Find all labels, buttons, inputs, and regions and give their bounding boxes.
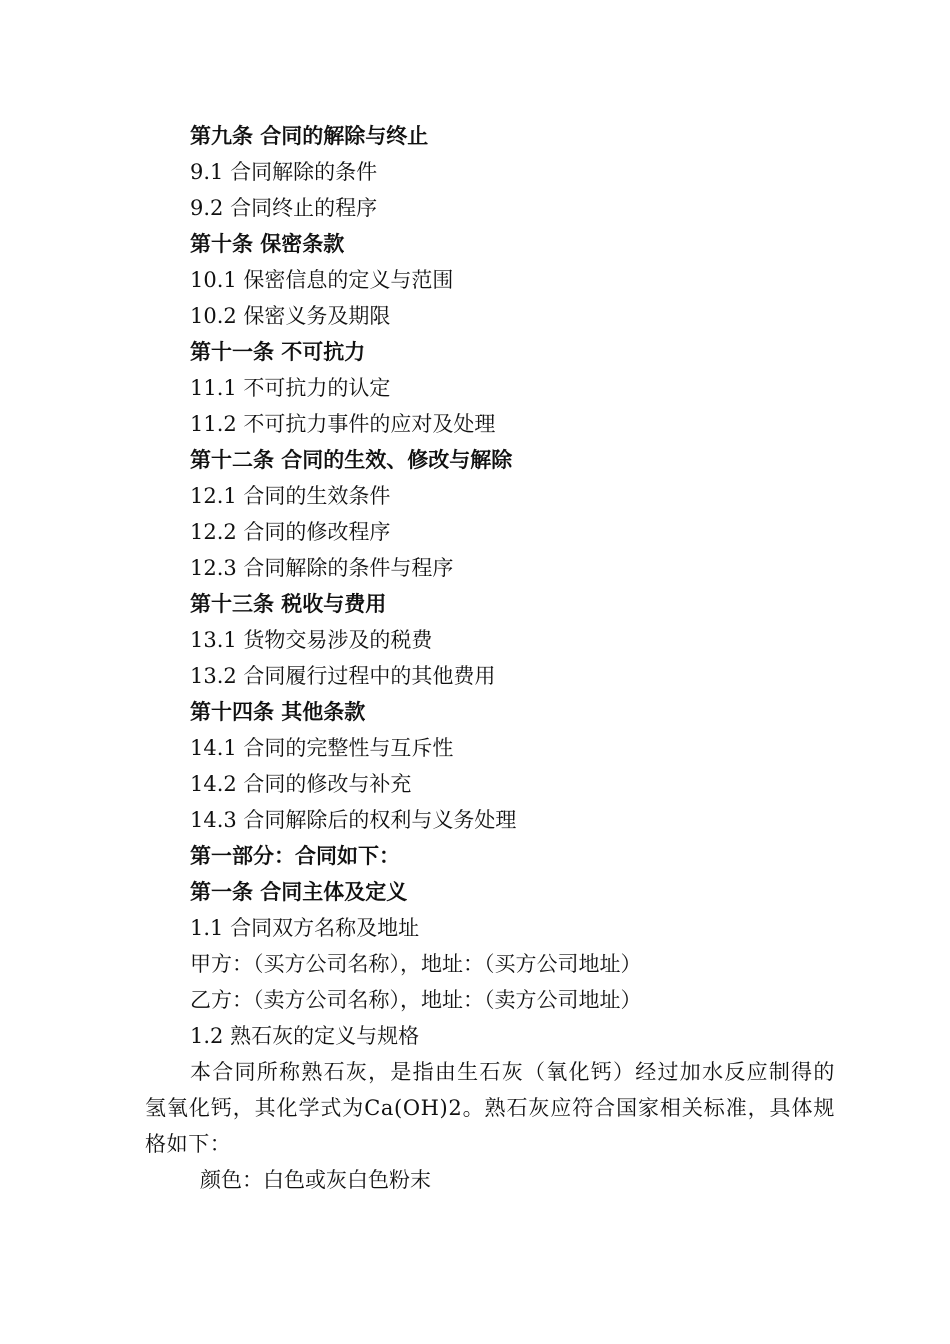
article-11-heading: 第十一条 不可抗力 [190,340,366,364]
article-14-heading: 第十四条 其他条款 [190,700,366,724]
clause-13-1: 13.1 货物交易涉及的税费 [190,628,433,652]
party-b-line: 乙方：（卖方公司名称），地址：（卖方公司地址） [190,988,642,1012]
article-13-heading: 第十三条 税收与费用 [190,592,387,616]
clause-14-1: 14.1 合同的完整性与互斥性 [190,736,454,760]
spec-color: 颜色：白色或灰白色粉末 [200,1168,431,1192]
clause-11-1: 11.1 不可抗力的认定 [190,376,391,400]
definition-paragraph: 本合同所称熟石灰，是指由生石灰（氧化钙）经过加水反应制得的氢氧化钙，其化学式为Ca(OH)2。熟石灰应符合国家相关标准，具体规格如下： [145,1060,835,1156]
clause-1-2: 1.2 熟石灰的定义与规格 [190,1024,420,1048]
clause-14-3: 14.3 合同解除后的权利与义务处理 [190,808,517,832]
clause-12-3: 12.3 合同解除的条件与程序 [190,556,454,580]
clause-13-2: 13.2 合同履行过程中的其他费用 [190,664,496,688]
article-1-heading: 第一条 合同主体及定义 [190,880,408,904]
clause-10-1: 10.1 保密信息的定义与范围 [190,268,454,292]
clause-1-1: 1.1 合同双方名称及地址 [190,916,420,940]
clause-9-2: 9.2 合同终止的程序 [190,196,378,220]
article-12-heading: 第十二条 合同的生效、修改与解除 [190,448,513,472]
clause-11-2: 11.2 不可抗力事件的应对及处理 [190,412,496,436]
clause-10-2: 10.2 保密义务及期限 [190,304,391,328]
part-1-heading: 第一部分：合同如下： [190,844,400,868]
party-a-line: 甲方：（买方公司名称），地址：（买方公司地址） [190,952,642,976]
document-content [145,118,835,1198]
clause-9-1: 9.1 合同解除的条件 [190,160,378,184]
clause-14-2: 14.2 合同的修改与补充 [190,772,412,796]
article-9-heading: 第九条 合同的解除与终止 [190,124,429,148]
clause-12-2: 12.2 合同的修改程序 [190,520,391,544]
article-10-heading: 第十条 保密条款 [190,232,345,256]
clause-12-1: 12.1 合同的生效条件 [190,484,391,508]
